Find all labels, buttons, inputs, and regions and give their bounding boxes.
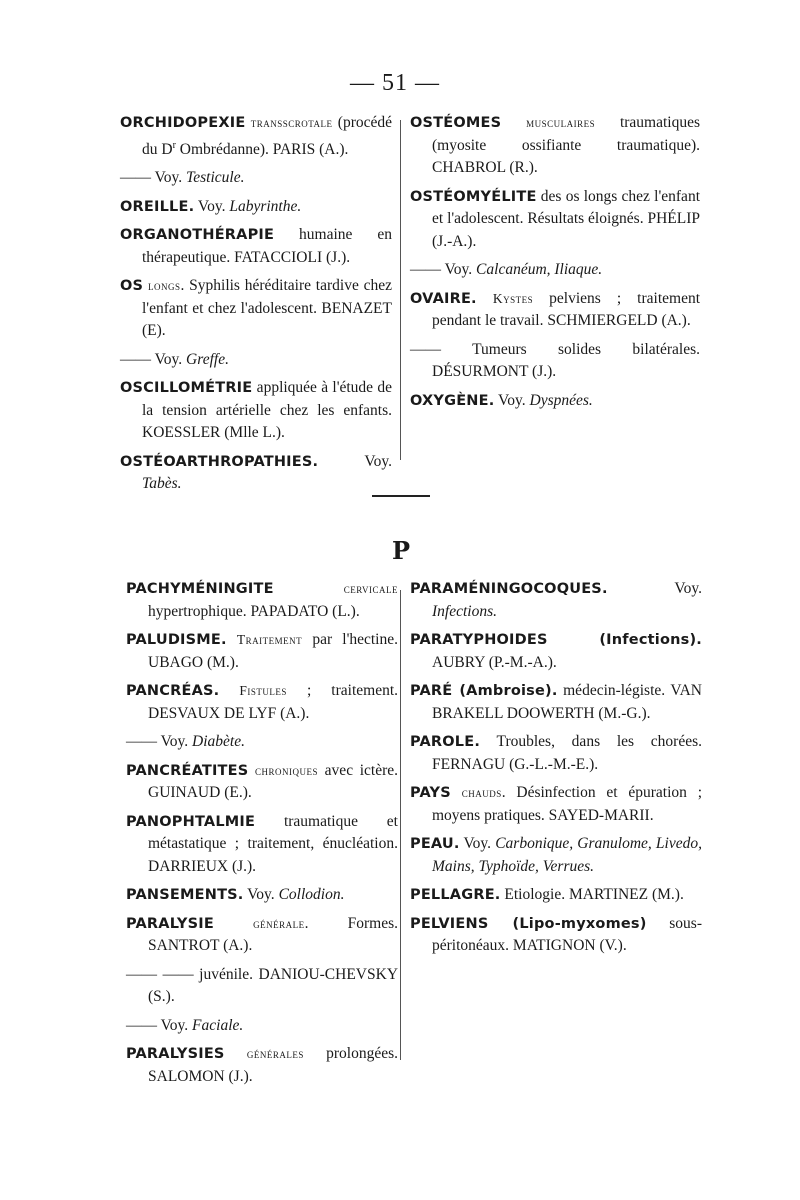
entry-text: traumatique et métastatique ; traitement, énucléation. DARRIEUX (J.). bbox=[148, 812, 398, 875]
entry-cross-reference: Faciale. bbox=[192, 1016, 244, 1034]
index-entry bbox=[410, 680, 702, 725]
index-entry bbox=[410, 884, 702, 907]
entry-headword: PANSEMENTS. bbox=[126, 887, 244, 903]
entry-headword: PAYS bbox=[410, 785, 451, 801]
entry-text: Voy. bbox=[441, 261, 477, 278]
entry-text bbox=[501, 114, 526, 131]
entry-headword: ORCHIDOPEXIE bbox=[120, 115, 246, 131]
entry-text: appliquée à l'étude de la tension artérielle chez les enfants. KOESSLER (Mlle L.). bbox=[142, 379, 392, 442]
entry-text bbox=[477, 290, 493, 307]
entry-headword: OSTÉOMES bbox=[410, 115, 502, 131]
entry-headword: OSTÉOARTHROPATHIES. bbox=[120, 453, 319, 470]
entry-text: Tumeurs solides bilatérales. DÉSURMONT (J.). bbox=[432, 340, 700, 380]
entry-cross-reference: Calcanéum, Iliaque. bbox=[476, 261, 603, 278]
entry-text: Etiologie. MARTINEZ (M.). bbox=[500, 886, 684, 903]
index-entry bbox=[410, 913, 702, 958]
index-entry bbox=[120, 275, 392, 343]
entry-headword: PARÉ (Ambroise). bbox=[410, 683, 558, 699]
entry-subheading: Kystes bbox=[492, 290, 534, 306]
entry-cross-reference: Greffe. bbox=[186, 350, 229, 368]
entry-headword: PANCRÉATITES bbox=[126, 762, 249, 779]
index-entry bbox=[126, 578, 398, 623]
entry-text: Voy. bbox=[318, 452, 392, 470]
entry-subheading: Traitement bbox=[236, 632, 303, 647]
index-entry bbox=[126, 884, 398, 907]
entry-text bbox=[225, 1045, 247, 1062]
index-entry bbox=[410, 629, 702, 674]
entry-repeat-dash: —— bbox=[410, 261, 441, 278]
entry-headword: OXYGÈNE. bbox=[410, 392, 495, 409]
entry-headword: OVAIRE. bbox=[410, 290, 477, 307]
entry-text: ; traitement. DESVAUX DE LYF (A.). bbox=[148, 682, 399, 722]
index-entry bbox=[126, 629, 398, 674]
entry-repeat-dash: —— bbox=[120, 350, 151, 368]
entry-text: des os longs chez l'enfant et l'adolescent. Résultats éloignés. PHÉLIP (J.-A.). bbox=[432, 187, 700, 250]
entry-cross-reference: Tabès. bbox=[142, 475, 182, 493]
entry-text: prolongées. SALOMON (J.). bbox=[148, 1045, 398, 1085]
entry-text bbox=[214, 915, 253, 932]
entry-cross-reference: Infections. bbox=[432, 602, 497, 620]
entry-headword: OREILLE. bbox=[120, 198, 195, 215]
index-entry bbox=[410, 833, 702, 878]
index-entry bbox=[410, 112, 700, 180]
index-entry bbox=[126, 731, 398, 754]
entry-cross-reference: Carbonique, Granulome, Livedo, Mains, Typhoïde, Verrues. bbox=[432, 835, 702, 875]
entry-text: Voy. bbox=[157, 733, 193, 750]
entry-subheading: chauds bbox=[461, 785, 502, 800]
entry-text: Voy. bbox=[151, 350, 187, 368]
entry-text: traumatiques (myosite ossifiante traumatique). CHABROL (R.). bbox=[432, 114, 701, 176]
entry-repeat-dash: —— bbox=[410, 340, 441, 358]
column-top-left bbox=[120, 112, 392, 502]
index-entry bbox=[120, 377, 392, 445]
entry-text: Voy. bbox=[157, 1016, 193, 1034]
entry-repeat-dash: —— bbox=[120, 169, 151, 187]
entry-text: avec ictère. GUINAUD (E.). bbox=[148, 761, 398, 801]
entry-text: hypertrophique. PAPADATO (L.). bbox=[148, 602, 360, 620]
entry-headword: PACHYMÉNINGITE bbox=[126, 581, 274, 597]
entry-text: juvénile. DANIOU-CHEVSKY (S.). bbox=[148, 965, 399, 1005]
page-number: — 51 — bbox=[350, 70, 440, 96]
entry-subheading: musculaires bbox=[526, 115, 596, 130]
entry-text: (procédé du D bbox=[142, 114, 392, 158]
entry-text bbox=[451, 784, 462, 801]
entry-repeat-dash: —— —— bbox=[126, 965, 194, 983]
entry-cross-reference: Diabète. bbox=[192, 733, 245, 750]
index-entry bbox=[120, 349, 392, 372]
index-entry bbox=[126, 1043, 398, 1088]
entry-text: par l'hectine. UBAGO (M.). bbox=[148, 631, 398, 671]
index-entry bbox=[410, 782, 702, 827]
entry-text: Voy. bbox=[151, 169, 187, 187]
entry-text: pelviens ; traitement pendant le travail. SCHMIERGELD (A.). bbox=[432, 289, 701, 329]
index-entry bbox=[126, 1015, 398, 1038]
entry-headword: PANOPHTALMIE bbox=[126, 813, 256, 830]
entry-headword: PARALYSIE bbox=[126, 915, 214, 932]
entry-headword: PARAMÉNINGOCOQUES. bbox=[410, 581, 608, 597]
entry-text: Voy. bbox=[194, 197, 230, 215]
index-entry bbox=[126, 760, 398, 805]
entry-text: humaine en thérapeutique. FATACCIOLI (J.). bbox=[142, 226, 392, 266]
entry-headword: OSTÉOMYÉLITE bbox=[410, 188, 537, 205]
section-letter: P bbox=[391, 536, 411, 565]
entry-text bbox=[274, 580, 344, 597]
entry-subheading: transscrotale bbox=[250, 115, 333, 130]
entry-subheading: longs bbox=[147, 278, 181, 294]
index-entry bbox=[410, 390, 700, 413]
entry-subheading: chroniques bbox=[255, 762, 319, 778]
section-separator-rule bbox=[372, 495, 430, 497]
entry-text: Troubles, dans les chorées. FERNAGU (G.-L.-M.-E.). bbox=[432, 733, 702, 773]
entry-text bbox=[219, 682, 239, 699]
index-entry bbox=[120, 224, 392, 269]
entry-text: . Syphilis héréditaire tardive chez l'enfant et chez l'adolescent. BENAZET (E). bbox=[142, 277, 393, 340]
entry-cross-reference: Testicule. bbox=[186, 169, 245, 187]
entry-cross-reference: Collodion. bbox=[278, 886, 345, 903]
entry-cross-reference: Labyrinthe. bbox=[229, 197, 302, 215]
index-entry bbox=[120, 451, 392, 496]
index-entry bbox=[410, 578, 702, 623]
column-divider-top bbox=[400, 120, 401, 460]
entry-headword: PELVIENS (Lipo-myxomes) bbox=[410, 915, 647, 932]
entry-subheading: générale bbox=[253, 915, 305, 931]
index-entry bbox=[120, 196, 392, 219]
entry-text: médecin-légiste. VAN BRAKELL DOOWERTH (M.-G.). bbox=[432, 682, 702, 722]
entry-headword: PANCRÉAS. bbox=[126, 683, 220, 699]
index-entry bbox=[410, 731, 702, 776]
entry-headword: PAROLE. bbox=[410, 734, 481, 750]
entry-text: sous-péritonéaux. MATIGNON (V.). bbox=[432, 914, 702, 954]
entry-subheading: Fistules bbox=[239, 683, 287, 698]
column-divider-bottom bbox=[400, 590, 401, 1060]
entry-headword: PARATYPHOIDES (Infections). bbox=[410, 632, 702, 648]
entry-headword: PARALYSIES bbox=[126, 1046, 225, 1062]
index-entry: ORCHIDOPEXIE transscrotale (procédé du $D^r$ Ombrédanne). PARIS (A.). bbox=[120, 114, 392, 158]
index-entry bbox=[126, 964, 398, 1009]
index-entry bbox=[410, 339, 700, 384]
entry-headword: PELLAGRE. bbox=[410, 887, 501, 903]
entry-cross-reference: Dyspnées. bbox=[529, 391, 593, 409]
entry-headword: PALUDISME. bbox=[126, 632, 227, 648]
index-entry bbox=[126, 913, 398, 958]
entry-text: Voy. bbox=[607, 580, 702, 597]
entry-subheading: cervicale bbox=[343, 581, 398, 596]
index-entry bbox=[410, 259, 700, 282]
entry-subheading: générales bbox=[246, 1046, 304, 1061]
entry-text: Ombrédanne). PARIS (A.). bbox=[175, 140, 349, 158]
index-entry bbox=[126, 680, 398, 725]
column-bottom-left bbox=[126, 578, 398, 1094]
entry-text: . Désinfection et épuration ; moyens pratiques. SAYED-MARII. bbox=[432, 784, 702, 824]
entry-text: Voy. bbox=[459, 835, 496, 852]
index-entry bbox=[126, 811, 398, 879]
index-entry bbox=[120, 167, 392, 190]
entry-headword: PEAU. bbox=[410, 836, 460, 852]
index-entry bbox=[410, 186, 700, 254]
entry-headword: ORGANOTHÉRAPIE bbox=[120, 227, 275, 244]
entry-text: . Formes. SANTROT (A.). bbox=[148, 914, 398, 954]
entry-text bbox=[227, 631, 237, 648]
column-top-right bbox=[410, 112, 700, 418]
index-entry bbox=[410, 288, 700, 333]
entry-repeat-dash: —— bbox=[126, 733, 157, 750]
column-bottom-right bbox=[410, 578, 702, 964]
entry-headword: OSCILLOMÉTRIE bbox=[120, 380, 253, 397]
entry-text: Voy. bbox=[494, 391, 530, 409]
entry-repeat-dash: —— bbox=[126, 1016, 157, 1034]
entry-text: Voy. bbox=[243, 886, 279, 903]
entry-text: AUBRY (P.-M.-A.). bbox=[432, 653, 557, 671]
entry-headword: OS bbox=[120, 278, 144, 295]
